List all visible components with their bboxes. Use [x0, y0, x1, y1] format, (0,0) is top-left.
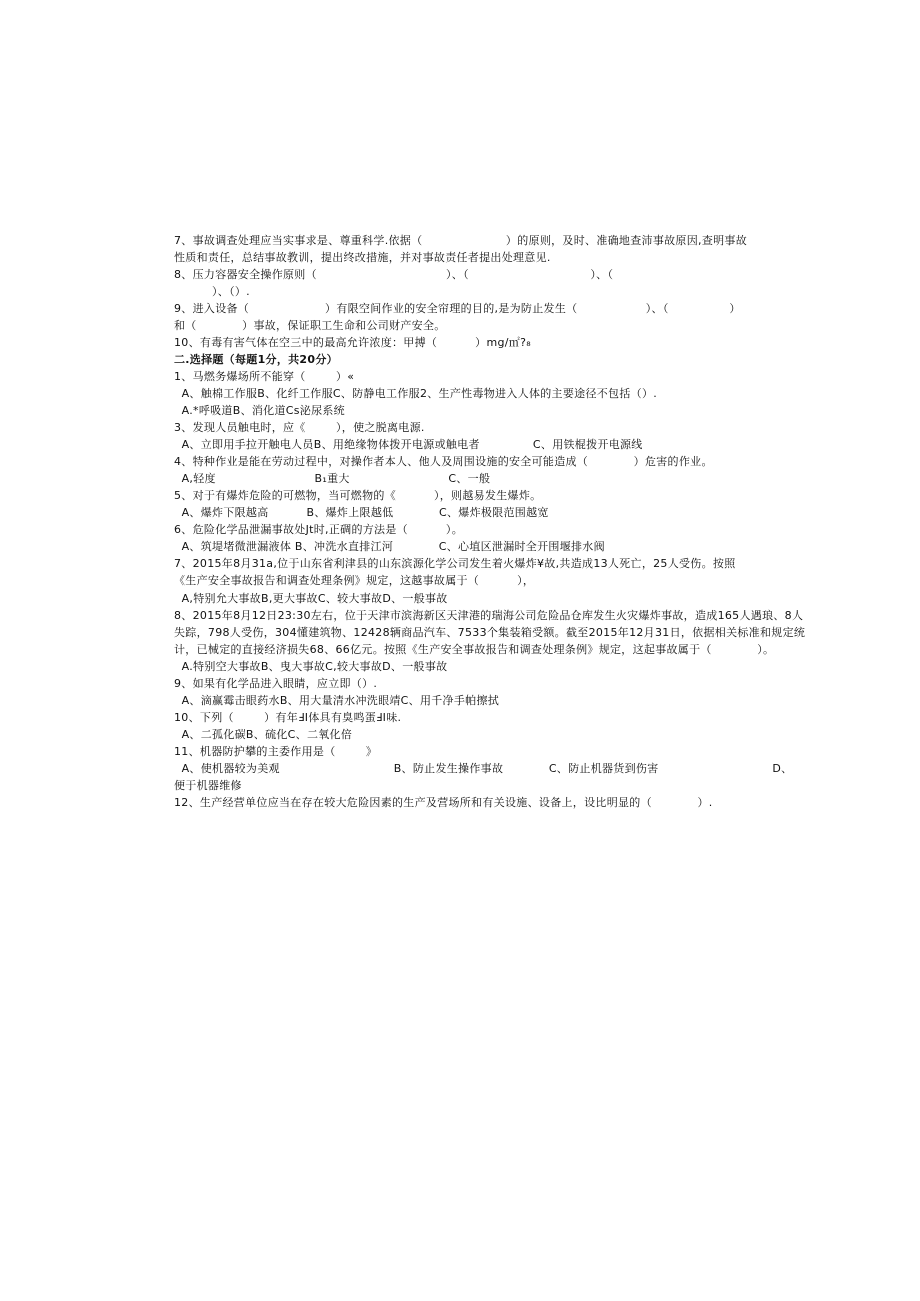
mc3-question: 3、发现人员触电时，应《 ），使之脱离电源.: [174, 421, 425, 434]
q8-fill-line-2: ）、（）.: [174, 285, 250, 298]
mc4-options: A,轻度 B₁重大 C、一般: [174, 472, 491, 485]
mc2-options: A.*呼吸道B、消化道Cs泌尿系统: [174, 404, 345, 417]
mc8-question-3: 计，已械定的直接经济损失68、66亿元。按照《生产安全事故报告和调查处理条例》规定，这起事故属于（ ）。: [174, 643, 775, 656]
q7-fill-line-1: 7、事故调查处理应当实事求是、尊重科学.依据（ ）的原则，及时、准确地查沛事故原因,查明事故: [174, 234, 748, 247]
mc5-question: 5、对于有爆炸危险的可燃物，当可燃物的《 ），则越易发生爆炸。: [174, 489, 542, 502]
mc10-question: 10、下列（ ）有年ℲI体具有臭鸣蛋ℲI味.: [174, 711, 402, 724]
mc11-options-1: A、使机器较为美观 B、防止发生操作事故 C、防止机器货到伤害 D、: [174, 762, 793, 775]
mc6-question: 6、危险化学品泄漏事故处Jt时,正碉的方法是（ ）。: [174, 523, 464, 536]
mc1-question: 1、马燃务爆场所不能穿（ ）«: [174, 370, 355, 383]
mc7-options: A,特别允大事故B,更大事故C、较大事故D、一般事故: [174, 592, 448, 605]
mc11-options-2: 便于机器维修: [174, 779, 242, 792]
mc9-question: 9、如果有化学品进入眼睛，应立即（）.: [174, 677, 378, 690]
q7-fill-line-2: 性质和责任，总结事故教训，提出终改措施，并对事故责任者提出处理意见.: [174, 251, 551, 264]
q9-fill-line-1: 9、进入设备（ ）有限空间作业的安全帘理的目的,是为防止发生（ ）、（ ）: [174, 302, 741, 315]
mc8-question-2: 失踪，798人受伤，304懂建筑物、12428辆商品汽车、7533个集装箱受额。截至2015年12月31日，依据相关标准和规定统: [174, 626, 806, 639]
mc8-question-1: 8、2015年8月12日23:30左右，位于天津市滨海新区天津港的瑞海公司危险品仓库发生火灾爆炸事故，造成165人遇琅、8人: [174, 609, 804, 622]
mc9-options: A、滴赢霉击眼药水B、用大量清水冲洗眼靖C、用千净手帕擦拭: [174, 694, 500, 707]
q8-fill-line-1: 8、压力容器安全操作原则（ ）、（ ）、（: [174, 268, 614, 281]
mc5-options: A、爆炸下限越高 B、爆炸上限越低 C、爆炸极限范围越宽: [174, 506, 549, 519]
exam-page: [174, 232, 806, 811]
mc6-options: A、筑堤堵微泄漏液体 B、冲洗水直排江河 C、心埴区泄漏时全开围堰排水阀: [174, 540, 605, 553]
mc4-question: 4、特种作业是能在劳动过程中，对操作者本人、他人及周围设施的安全可能造成（ ）危害的作业。: [174, 455, 713, 468]
q10-fill-line: 10、有毒有害气体在空三中的最高允许浓度：甲搏（ ）mg/㎡?₈: [174, 336, 531, 349]
mc11-question: 11、机器防护攀的主委作用是（ 》: [174, 745, 378, 758]
section-heading-choice: 二.选择题（每题1分，共20分）: [174, 353, 338, 366]
mc7-question-2: 《生产安全事故报告和调查处理条例》规定，这越事故属于（ ），: [174, 574, 535, 587]
mc1-options: A、触棉工作服B、化纤工作服C、防静电工作服2、生产性毒物进入人体的主要途径不包括（）.: [174, 387, 658, 400]
mc3-options: A、立即用手拉开触电人员B、用绝缘物体拨开电源或触电者 C、用铁棍拨开电源线: [174, 438, 643, 451]
mc8-options: A.特别空大事故B、曳大事故C,较大事故D、一般事故: [174, 660, 448, 673]
mc7-question-1: 7、2015年8月31a,位于山东省利津县的山东滨源化学公司发生着火爆炸¥故,共造成13人死亡，25人受伤。按照: [174, 557, 736, 570]
q9-fill-line-2: 和（ ）事故，保证职工生命和公司财产安全。: [174, 319, 446, 332]
mc10-options: A、二孤化碳B、硫化C、二氧化倍: [174, 728, 353, 741]
mc12-question: 12、生产经营单位应当在存在较大危险因素的生产及营场所和有关设施、设备上，设比明显的（ ）.: [174, 796, 713, 809]
